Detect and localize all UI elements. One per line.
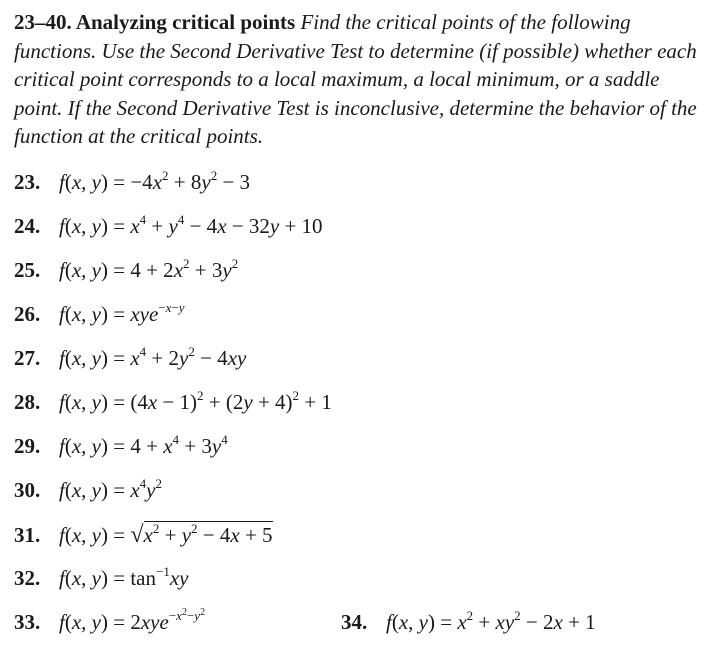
- problem-24: [14, 214, 323, 239]
- problem-expression: f(x, y) = xye$^{-x-y}$: [59, 300, 185, 326]
- problem-number: 32.: [14, 566, 41, 590]
- problem-number: 34.: [341, 610, 368, 634]
- section-heading: 23–40. Analyzing critical points: [14, 10, 296, 34]
- problem-number: 25.: [14, 258, 41, 282]
- section-instructions: Find the critical points of the following functions. Use the Second Derivative Test to determine (if possible) whether each critical point corresponds to a local maximum, a local minimum, or a saddle point. If the Second Derivative Test is inconclusive, determine the behavior of the function at the critical points.: [14, 10, 697, 148]
- problem-25: [14, 258, 238, 283]
- problem-number: 30.: [14, 478, 41, 502]
- problem-number: 24.: [14, 214, 41, 238]
- problem-29: [14, 434, 228, 459]
- problem-33: [14, 607, 206, 635]
- problem-expression: f(x, $y) = -4x^2 + 8y^2 - 3$: [59, 168, 251, 194]
- problem-number: 29.: [14, 434, 41, 458]
- problem-32: [14, 566, 189, 591]
- problem-expression: f(x, $y) = x^4 + 2y^2 - 4xy$: [59, 344, 247, 370]
- problem-31: [14, 522, 273, 549]
- problem-expression: f(x, $y) = x^2 + xy^2 - 2x + 1$: [386, 608, 596, 634]
- square-root-icon: √: [130, 522, 144, 548]
- problem-27: [14, 346, 246, 371]
- problem-number: 28.: [14, 390, 41, 414]
- problem-expression: f(x, y) = 2xye$^{-x^2-y^2}$: [59, 607, 206, 634]
- problem-number: 26.: [14, 302, 41, 326]
- problem-number: 33.: [14, 610, 41, 634]
- problem-34: [341, 610, 596, 635]
- problem-number: 31.: [14, 523, 41, 547]
- problem-expression: f(x, $y) = (4x - 1)^2 + (2y + 4)^2 + 1$: [59, 388, 332, 414]
- problem-expression: f(x, $y) = 4 + 2x^2 + 3y^2$: [59, 256, 239, 282]
- problem-number: 27.: [14, 346, 41, 370]
- problem-28: [14, 390, 332, 415]
- problem-expression: f(x, $y) = x^4y^2$: [59, 476, 162, 502]
- problem-expression: f(x, $y) = \tan^{-1}xy$: [59, 564, 189, 590]
- problem-26: [14, 302, 185, 327]
- problem-expression: f(x, $y) = 4 + x^4 + 3y^4$: [59, 432, 228, 458]
- problem-number: 23.: [14, 170, 41, 194]
- problem-30: [14, 478, 162, 503]
- section-intro: [14, 8, 698, 151]
- problem-23: [14, 170, 250, 195]
- problem-expression: f(x, $y) = √x^2 + y^2 - 4x + 5$: [59, 521, 273, 548]
- problem-expression: f(x, $y) = x^4 + y^4 - 4x - 32y + 10$: [59, 212, 323, 238]
